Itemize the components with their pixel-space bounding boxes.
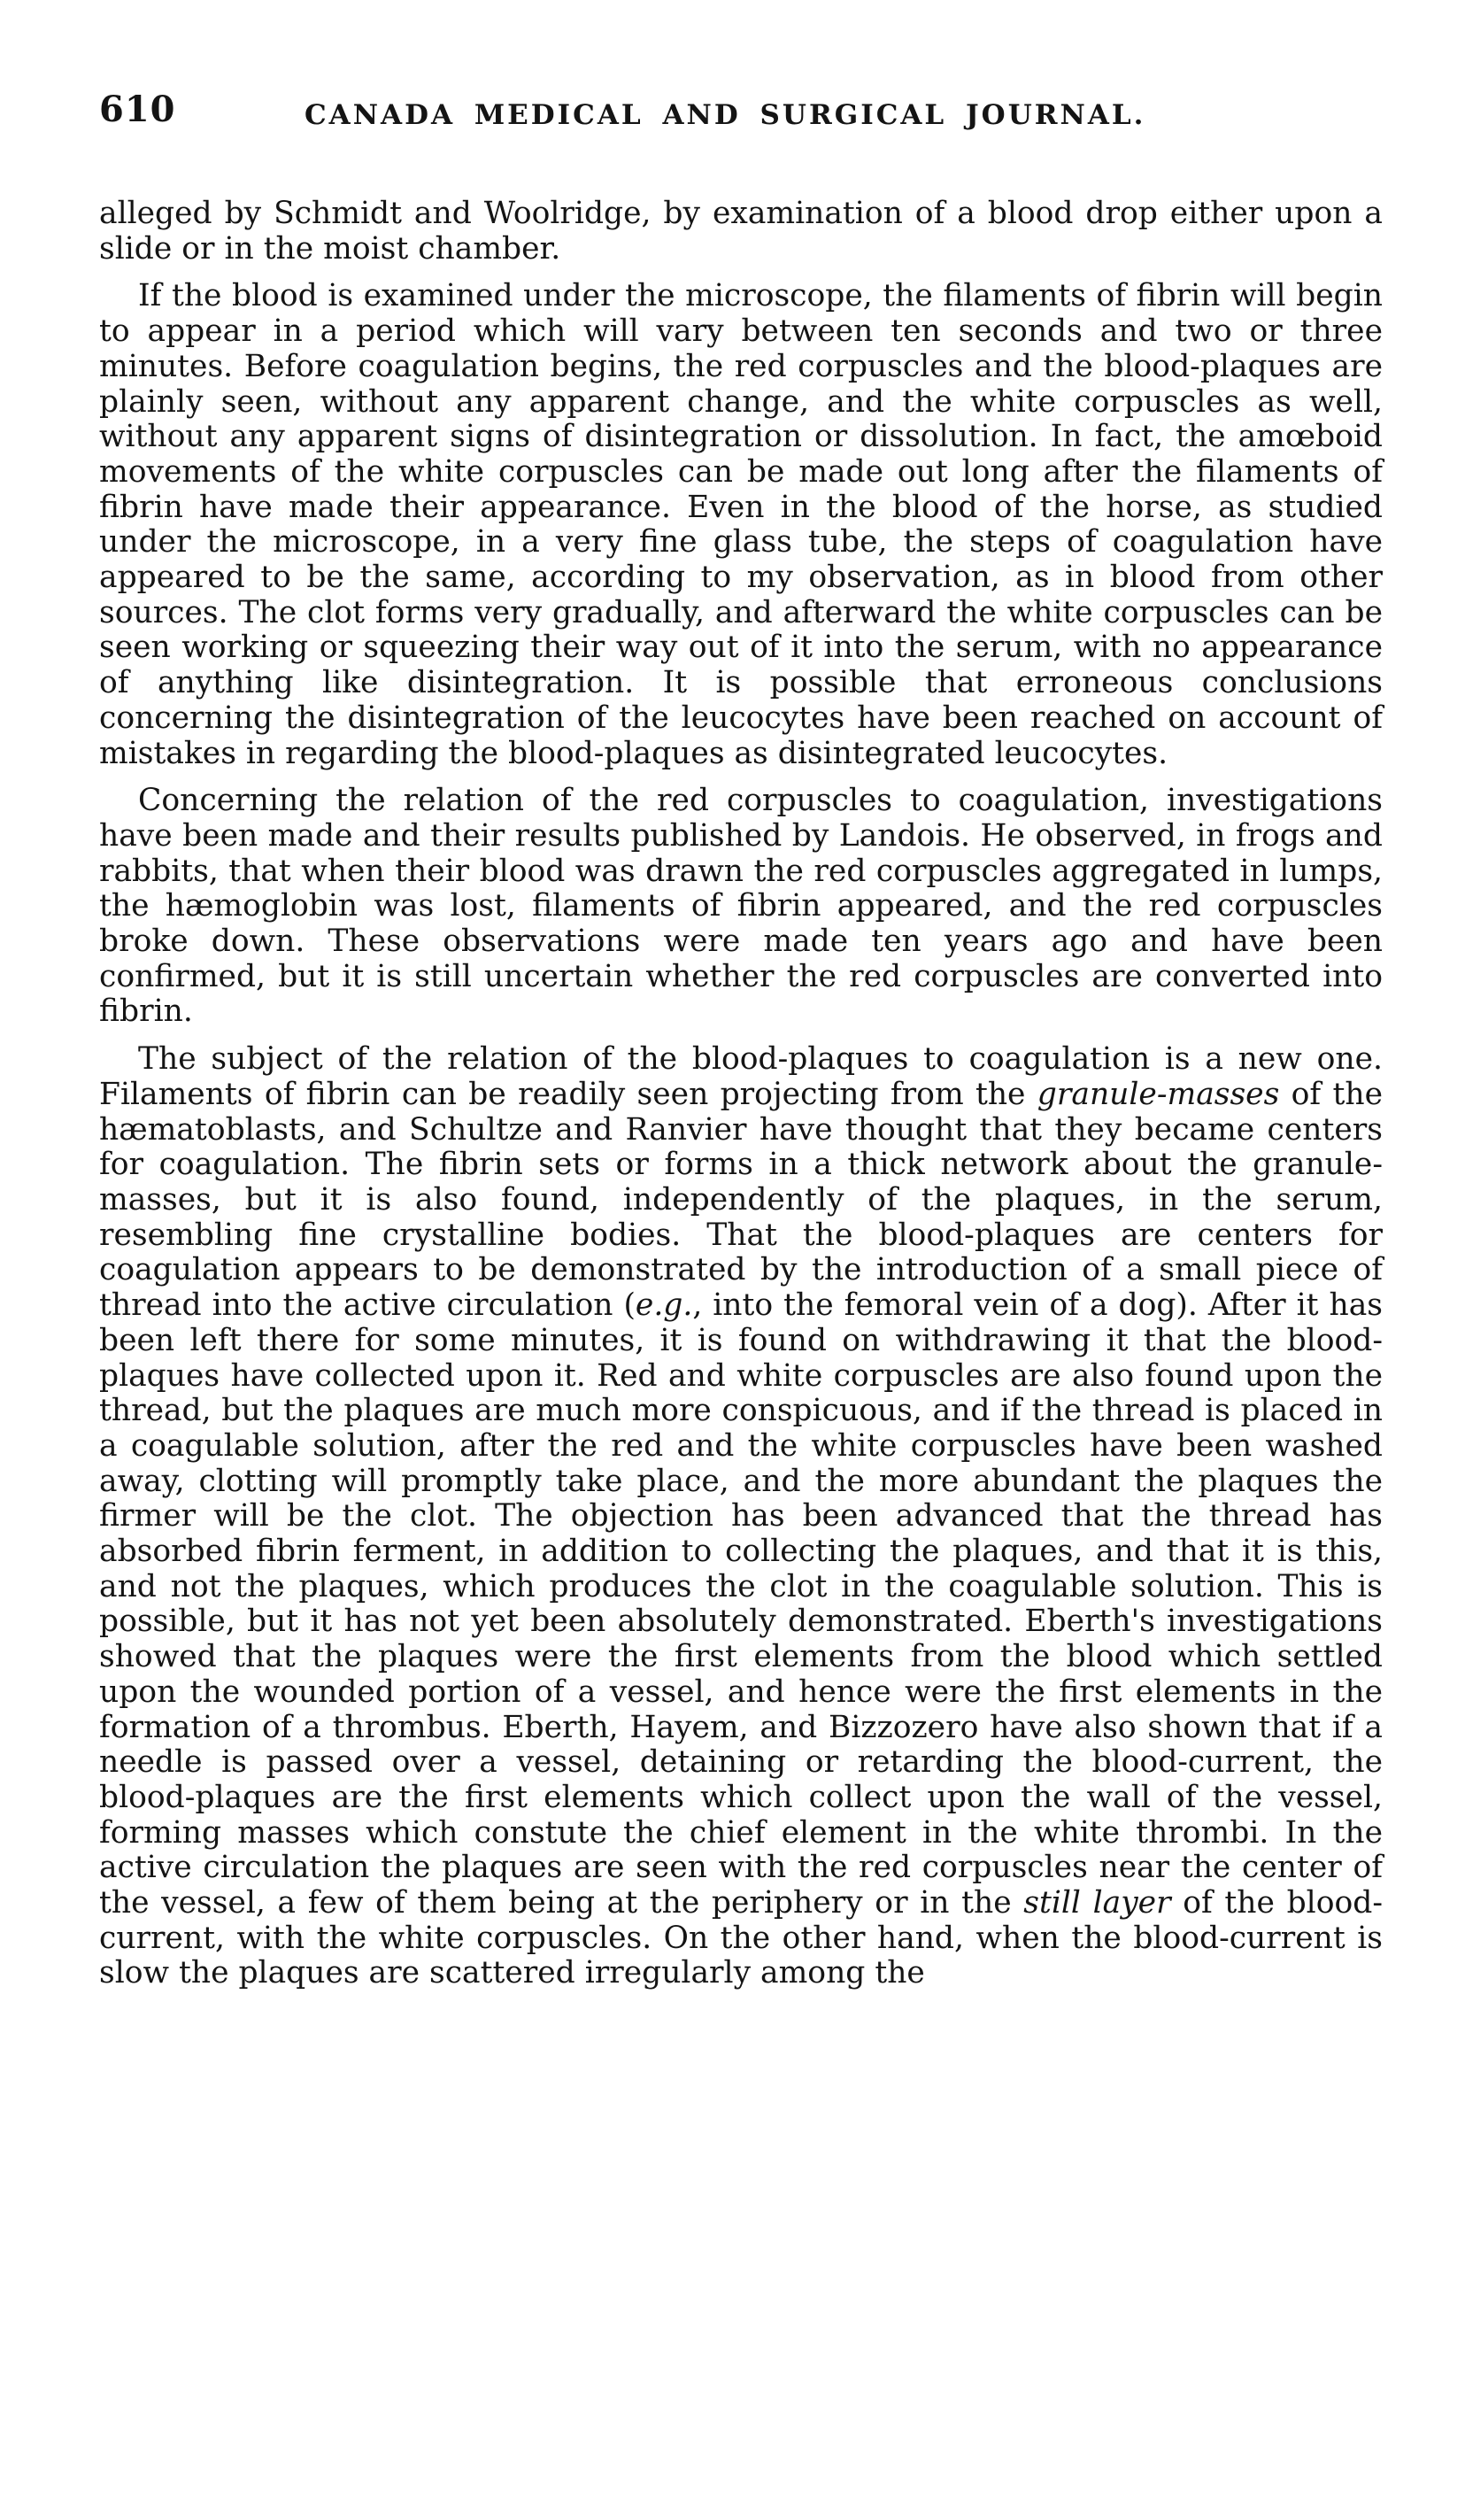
paragraph-red-corpuscles: Concerning the relation of the red corpuscles to coagulation, investigations have been made and their results published by Landois. He observed, in frogs and rabbits, that when their blood was drawn the red corpuscles aggregated in lumps, the hæmoglobin was lost, filaments of fibrin appeared, and the red corpuscles broke down. These observations were made ten years ago and have been confirmed, but it is still uncertain whether the red corpuscles are converted into fibrin.	[99, 783, 1383, 1030]
paragraph-microscope: If the blood is examined under the microscope, the filaments of fibrin will begin to appear in a period which will vary between ten seconds and two or three minutes. Before coagulation begins, the red corpuscles and the blood-plaques are plainly seen, without any apparent change, and the white corpuscles as well, without any apparent signs of disintegration or dissolution. In fact, the amœboid movements of the white corpuscles can be made out long after the filaments of fibrin have made their appearance. Even in the blood of the horse, as studied under the microscope, in a very fine glass tube, the steps of coagulation have appeared to be the same, according to my observation, as in blood from other sources. The clot forms very gradually, and afterward the white corpuscles can be seen working or squeezing their way out of it into the serum, with no appearance of anything like disintegration. It is possible that erroneous conclusions concerning the disintegration of the leucocytes have been reached on account of mistakes in regarding the blood-plaques as disintegrated leucocytes.	[99, 278, 1383, 771]
text-run: of the blood-current, with the white corpuscles. On the other hand, when the blood-current is slow the plaques are scattered irregularly among the	[99, 1885, 1383, 1991]
text-run: , into the femoral vein of a dog). After it has been left there for some minutes, it is found on withdrawing it that the blood-plaques have collected upon it. Red and white corpuscles are also found upon the thread, but the plaques are much more conspicuous, and if the thread is placed in a coagulable solution, after the red and the white corpuscles have been washed away, clotting will promptly take place, and the more abundant the plaques the firmer will be the clot. The objection has been advanced that the thread has absorbed fibrin ferment, in addition to collecting the plaques, and that it is this, and not the plaques, which produces the clot in the coagulable solution. This is possible, but it has not yet been absolutely demonstrated. Eberth's investigations showed that the plaques were the first elements from the blood which settled upon the wounded portion of a vessel, and hence were the first elements in the formation of a thrombus. Eberth, Hayem, and Bizzozero have also shown that if a needle is passed over a vessel, detaining or retarding the blood-current, the blood-plaques are the first elements which collect upon the wall of the vessel, forming masses which constute the chief element in the white thrombi. In the active circulation the plaques are seen with the red corpuscles near the center of the vessel, a few of them being at the periphery or in the	[99, 1287, 1383, 1921]
italic-term: still layer	[1023, 1885, 1171, 1921]
italic-term: granule-masses	[1037, 1076, 1280, 1112]
text-run: The subject of the relation of the blood-plaques to coagulation is a new one. Filaments of fibrin can be readily seen projecting from the	[99, 1041, 1383, 1112]
journal-title: CANADA MEDICAL AND SURGICAL JOURNAL.	[305, 99, 1146, 131]
italic-term: e.g.	[635, 1287, 693, 1324]
article-body	[99, 197, 1383, 1991]
page-number: 610	[99, 89, 176, 130]
text-run: of the hæmatoblasts, and Schultze and Ranvier have thought that they became centers for coagulation. The fibrin sets or forms in a thick network about the granule-masses, but it is also found, independently of the plaques, in the serum, resembling fine crystalline bodies. That the blood-plaques are centers for coagulation appears to be demonstrated by the introduction of a small piece of thread into the active circulation (	[99, 1076, 1383, 1324]
journal-page	[99, 89, 1383, 2004]
running-head	[99, 89, 1383, 145]
paragraph-continuation: alleged by Schmidt and Woolridge, by examination of a blood drop either upon a slide or in the moist chamber.	[99, 196, 1383, 267]
paragraph-blood-plaques	[99, 1042, 1383, 1991]
